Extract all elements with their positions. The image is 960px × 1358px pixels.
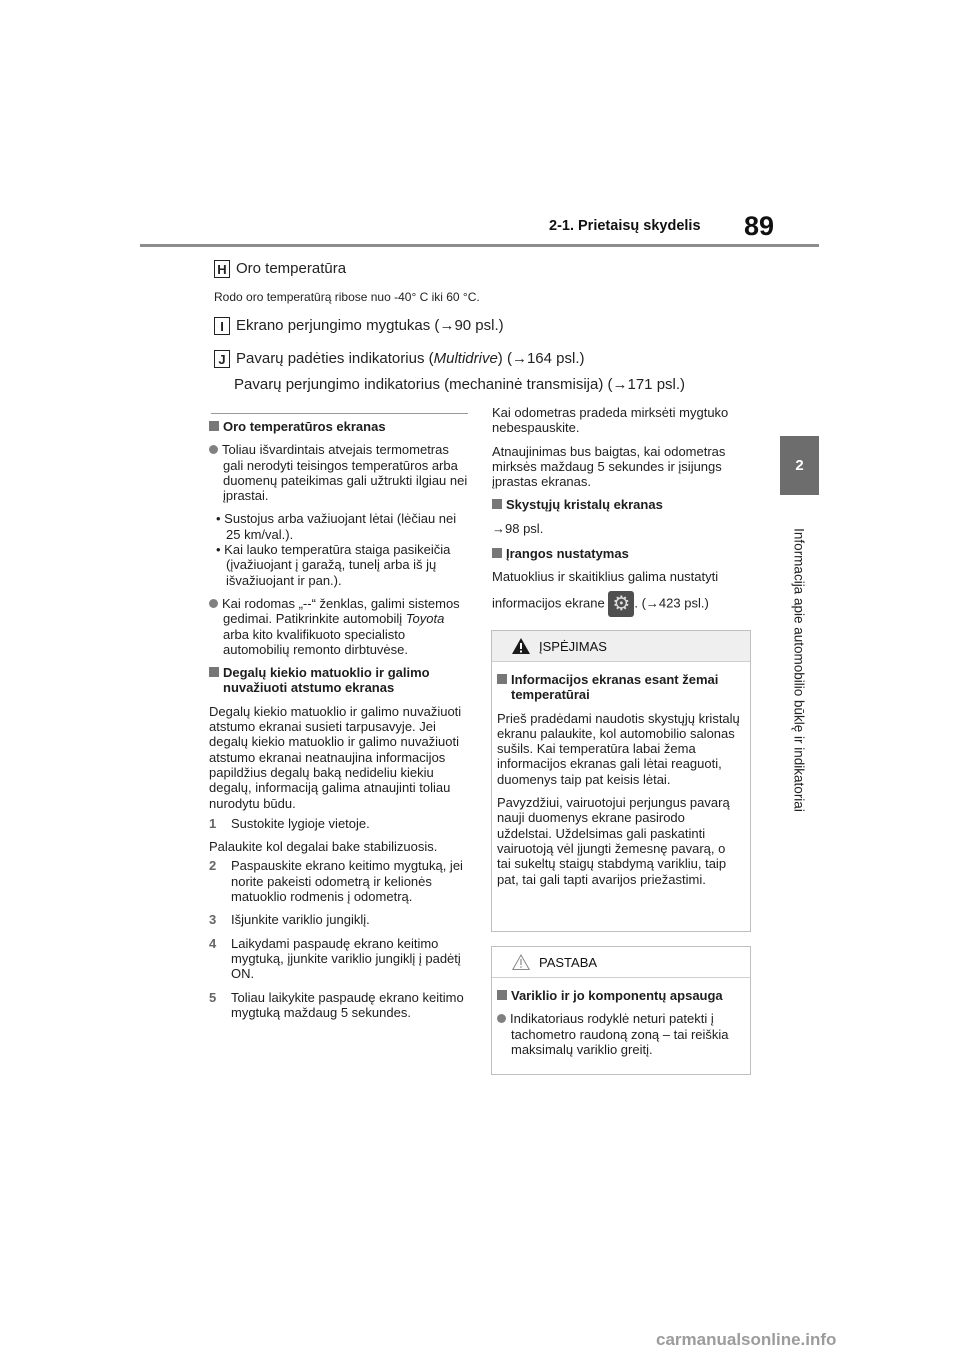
heading-text: Informacijos ekranas esant žemai temperatūrai <box>511 672 719 703</box>
arrow-icon: → <box>492 520 505 536</box>
heading-fuel-display <box>209 665 471 696</box>
step-text: Toliau laikykite paspaudę ekrano keitimo mygtuką maždaug 5 sekundes. <box>231 989 464 1020</box>
paragraph: Atnaujinimas bus baigtas, kai odometras mirksės maždaug 5 sekundes ir įsijungs įprastas ekranas. <box>492 443 726 490</box>
step-number: 1 <box>209 815 217 831</box>
step-3 <box>209 912 471 927</box>
dash-item: • Sustojus arba važiuojant lėtai (lėčiau nei 25 km/val.). <box>216 511 457 542</box>
paragraph-text: informacijos ekrane <box>492 595 605 611</box>
heading-lcd <box>492 497 754 512</box>
bullet-item <box>209 596 471 657</box>
notice-header <box>492 947 750 978</box>
bullet-text: Toliau išvardintais atvejais termometras gali nerodyti teisingos temperatūros arba duomenų pateikimas gali užtrukti ilgiau nei įprastai. <box>222 442 468 504</box>
step-number: 3 <box>209 912 217 928</box>
paragraph: Kai odometras pradeda mirksėti mygtuko nebespauskite. <box>492 405 729 436</box>
warning-triangle-icon <box>512 638 530 654</box>
reference <box>492 521 754 536</box>
arrow-icon: → <box>511 350 527 367</box>
bullet-text: Kai rodomas „--“ ženklas, galimi sistemos gedimai. Patikrinkite automobilį <box>222 595 460 627</box>
warning-body <box>492 662 750 901</box>
item-j-line2 <box>234 376 685 393</box>
warning-heading <box>497 672 740 703</box>
item-j-line2-text: Pavarų perjungimo indikatorius (mechaninė transmisija) ( <box>234 376 613 393</box>
chapter-tab: 2 <box>780 436 819 495</box>
reference-text: 423 psl.) <box>658 595 709 611</box>
heading-text: Degalų kiekio matuoklio ir galimo nuvažiuoti atstumo ekranas <box>223 665 430 696</box>
notice-heading <box>497 988 740 1003</box>
paragraph-text: . ( <box>634 595 646 611</box>
heading-settings <box>492 546 754 561</box>
item-h-letter: H <box>214 260 230 278</box>
paragraph: Palaukite kol degalai bake stabilizuosis. <box>209 839 438 855</box>
dash-item: • Kai lauko temperatūra staiga pasikeičia (įvažiuojant į garažą, tunelį arba iš jų išvažiuojant ir pan.). <box>216 542 451 588</box>
item-i-ref: 90 psl.) <box>454 317 504 334</box>
paragraph: Degalų kiekio matuoklio ir galimo nuvažiuoti atstumo ekranai susieti tarpusavyje. Jei degalų kiekio matuoklio ir galimo nuvažiuoti atstumo ekranai neatnaujina informacijos papildžius degalų baką nedideliu kiekiu degalų, informaciją galima atnaujinti toliau nurodytu būdu. <box>209 703 462 811</box>
page-number: 89 <box>744 211 775 241</box>
warning-header <box>492 631 750 662</box>
notice-body <box>492 978 750 1071</box>
heading-text: Įrangos nustatymas <box>506 546 629 562</box>
step-5 <box>209 990 471 1021</box>
heading-temp-display <box>209 419 471 434</box>
watermark: carmanualsonline.info <box>656 1330 837 1349</box>
step-number: 2 <box>209 858 217 874</box>
notice-title: PASTABA <box>539 954 598 970</box>
reference-text: 98 psl. <box>505 520 544 536</box>
square-bullet-icon <box>497 990 507 1000</box>
left-column <box>209 419 471 1028</box>
square-bullet-icon <box>492 548 502 558</box>
step-text: Išjunkite variklio jungiklį. <box>231 912 370 928</box>
brand-italic: Toyota <box>405 611 445 627</box>
bullet-item <box>209 442 471 503</box>
square-bullet-icon <box>497 674 507 684</box>
warning-paragraph: Prieš pradėdami naudotis skystųjų kristalų ekranu palaukite, kol automobilio salonas sušils. Kai temperatūra labai žema informacijos ekranas gali lėtai reaguoti, duomenys taip pat keisis lėtai. <box>497 710 740 787</box>
item-i-letter: I <box>214 317 230 335</box>
header-rule <box>140 244 819 247</box>
item-h-text: Oro temperatūra <box>236 260 347 277</box>
bullet-text: Indikatoriaus rodyklė neturi patekti į tachometro raudoną zoną – tai reiškia maksimalų variklio greitį. <box>510 1011 729 1057</box>
heading-text: Variklio ir jo komponentų apsauga <box>511 988 723 1003</box>
item-j <box>214 350 585 368</box>
step-text: Paspauskite ekrano keitimo mygtuką, jei norite pakeisti odometrą ir kelionės matuoklio rodmenis į odometrą. <box>231 858 463 905</box>
notice-bullet <box>497 1011 740 1057</box>
item-j-text: Pavarų padėties indikatorius ( <box>236 350 434 367</box>
circle-bullet-icon <box>209 445 218 454</box>
item-i <box>214 317 504 335</box>
step-text: Sustokite lygioje vietoje. <box>231 815 370 831</box>
item-i-text: Ekrano perjungimo mygtukas ( <box>236 317 440 334</box>
column-rule <box>211 413 468 414</box>
dash-text: Kai lauko temperatūra staiga pasikeičia (įvažiuojant į garažą, tunelį arba iš jų išvažiuojant ir pan.). <box>224 542 451 588</box>
item-h <box>214 260 346 278</box>
warning-panel <box>491 630 751 932</box>
arrow-icon: → <box>439 317 455 334</box>
dash-text: Sustojus arba važiuojant lėtai (lėčiau nei 25 km/val.). <box>224 511 457 542</box>
warning-paragraph: Pavyzdžiui, vairuotojui perjungus pavarą nauji duomenys ekrane pasirodo uždelstai. Uždelsimas gali paskatinti vairuotoją vėl įjungti žemesnę pavarą, o tai sukeltų staigų stabdymą varikliu, taip pat, tai gali tapti avarijos priežastimi. <box>497 795 730 887</box>
arrow-icon: → <box>612 376 628 393</box>
section-title: 2-1. Prietaisų skydelis <box>549 218 701 234</box>
heading-text: Oro temperatūros ekranas <box>223 419 386 434</box>
notice-panel <box>491 946 751 1075</box>
item-j-italic: Multidrive <box>433 350 498 367</box>
right-column <box>492 405 754 625</box>
arrow-icon: → <box>645 595 659 611</box>
item-j-ref: 164 psl.) <box>526 350 585 367</box>
square-bullet-icon <box>209 421 219 431</box>
square-bullet-icon <box>492 499 502 509</box>
paragraph-with-icon <box>492 591 754 617</box>
item-j-letter: J <box>214 350 230 368</box>
caution-outline-icon <box>512 954 530 970</box>
warning-title: ĮSPĖJIMAS <box>539 638 607 654</box>
step-number: 5 <box>209 989 217 1005</box>
item-h-note: Rodo oro temperatūrą ribose nuo -40° C iki 60 °C. <box>214 290 480 304</box>
gear-icon: ⚙ <box>608 591 634 617</box>
step-4 <box>209 936 471 982</box>
step-2 <box>209 858 471 904</box>
paragraph: Matuoklius ir skaitiklius galima nustatyti <box>492 569 719 585</box>
circle-bullet-icon <box>497 1014 506 1023</box>
item-j-mid: ) ( <box>497 350 512 367</box>
item-j-line2-ref: 171 psl.) <box>627 376 686 393</box>
heading-text: Skystųjų kristalų ekranas <box>506 497 663 513</box>
step-text: Laikydami paspaudę ekrano keitimo mygtuką, įjunkite variklio jungiklį į padėtį ON. <box>231 935 461 982</box>
square-bullet-icon <box>209 667 219 677</box>
chapter-title-text: Informacija apie automobilio būklę ir indikatoriai <box>791 528 807 812</box>
step-1 <box>209 816 471 831</box>
bullet-text-cont: arba kito kvalifikuoto specialisto automobilių remonto dirbtuvėse. <box>223 626 408 657</box>
step-number: 4 <box>209 935 217 951</box>
circle-bullet-icon <box>209 599 218 608</box>
